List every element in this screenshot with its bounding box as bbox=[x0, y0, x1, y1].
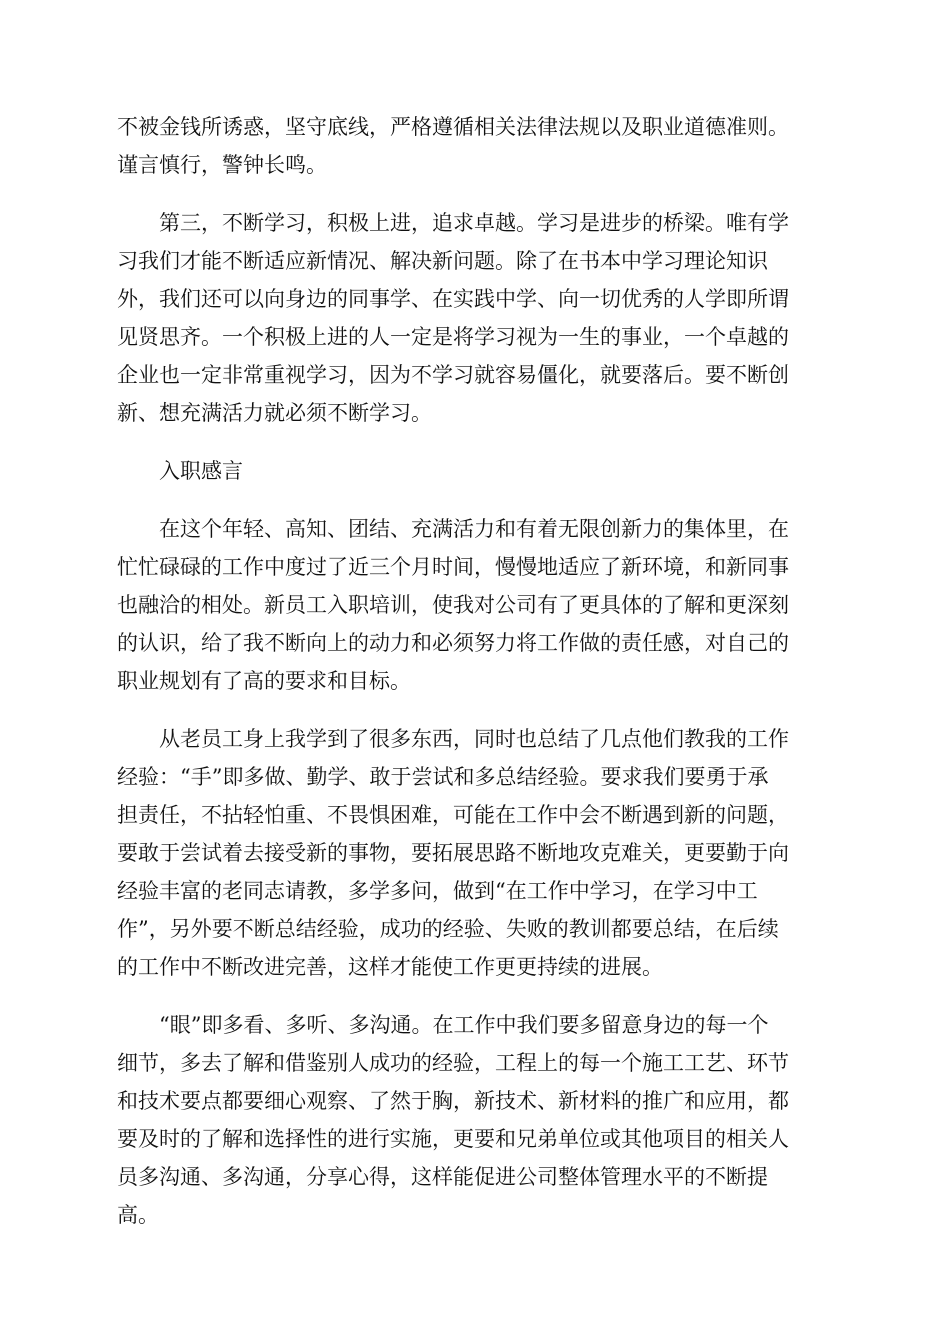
paragraph-4 bbox=[117, 720, 837, 986]
paragraph-3 bbox=[117, 510, 837, 700]
text-line: 谨言慎行，警钟长鸣。 bbox=[117, 153, 327, 177]
text-line: 忙忙碌碌的工作中度过了近三个月时间，慢慢地适应了新环境，和新同事 bbox=[117, 555, 789, 579]
paragraph-2 bbox=[117, 204, 837, 432]
text-line: 担责任，不拈轻怕重、不畏惧困难，可能在工作中会不断遇到新的问题， bbox=[117, 803, 789, 827]
text-line: 员多沟通、多沟通，分享心得，这样能促进公司整体管理水平的不断提 bbox=[117, 1165, 768, 1189]
text-line: 也融洽的相处。新员工入职培训，使我对公司有了更具体的了解和更深刻 bbox=[117, 593, 789, 617]
text-line: 外，我们还可以向身边的同事学、在实践中学、向一切优秀的人学即所谓 bbox=[117, 287, 789, 311]
text-line: 作”，另外要不断总结经验，成功的经验、失败的教训都要总结，在后续 bbox=[117, 917, 779, 941]
document-page bbox=[117, 108, 837, 1234]
text-line: 细节，多去了解和借鉴别人成功的经验，工程上的每一个施工工艺、环节 bbox=[117, 1051, 789, 1075]
text-line: 的工作中不断改进完善，这样才能使工作更更持续的进展。 bbox=[117, 955, 663, 979]
text-line: 和技术要点都要细心观察、了然于胸，新技术、新材料的推广和应用，都 bbox=[117, 1089, 789, 1113]
text-line: 第三，不断学习，积极上进，追求卓越。学习是进步的桥梁。唯有学 bbox=[159, 211, 789, 235]
text-line: 经验丰富的老同志请教，多学多问，做到“在工作中学习，在学习中工 bbox=[117, 879, 758, 903]
text-line: 新、想充满活力就必须不断学习。 bbox=[117, 401, 432, 425]
text-line: 从老员工身上我学到了很多东西，同时也总结了几点他们教我的工作 bbox=[159, 727, 789, 751]
text-line: 习我们才能不断适应新情况、解决新问题。除了在书本中学习理论知识 bbox=[117, 249, 768, 273]
text-line: 要及时的了解和选择性的进行实施，更要和兄弟单位或其他项目的相关人 bbox=[117, 1127, 789, 1151]
text-line: 见贤思齐。一个积极上进的人一定是将学习视为一生的事业，一个卓越的 bbox=[117, 325, 789, 349]
text-line: 经验：“手”即多做、勤学、敢于尝试和多总结经验。要求我们要勇于承 bbox=[117, 765, 769, 789]
text-line: 不被金钱所诱惑，坚守底线，严格遵循相关法律法规以及职业道德准则。 bbox=[117, 115, 789, 139]
paragraph-1 bbox=[117, 108, 837, 184]
text-line: 企业也一定非常重视学习，因为不学习就容易僵化，就要落后。要不断创 bbox=[117, 363, 789, 387]
section-heading-block bbox=[117, 452, 837, 490]
section-heading: 入职感言 bbox=[159, 459, 243, 483]
paragraph-5 bbox=[117, 1006, 837, 1234]
text-line: “眼”即多看、多听、多沟通。在工作中我们要多留意身边的每一个 bbox=[159, 1013, 769, 1037]
text-line: 高。 bbox=[117, 1203, 159, 1227]
text-line: 职业规划有了高的要求和目标。 bbox=[117, 669, 411, 693]
text-line: 要敢于尝试着去接受新的事物，要拓展思路不断地攻克难关，更要勤于向 bbox=[117, 841, 789, 865]
text-line: 的认识，给了我不断向上的动力和必须努力将工作做的责任感，对自己的 bbox=[117, 631, 789, 655]
text-line: 在这个年轻、高知、团结、充满活力和有着无限创新力的集体里，在 bbox=[159, 517, 789, 541]
